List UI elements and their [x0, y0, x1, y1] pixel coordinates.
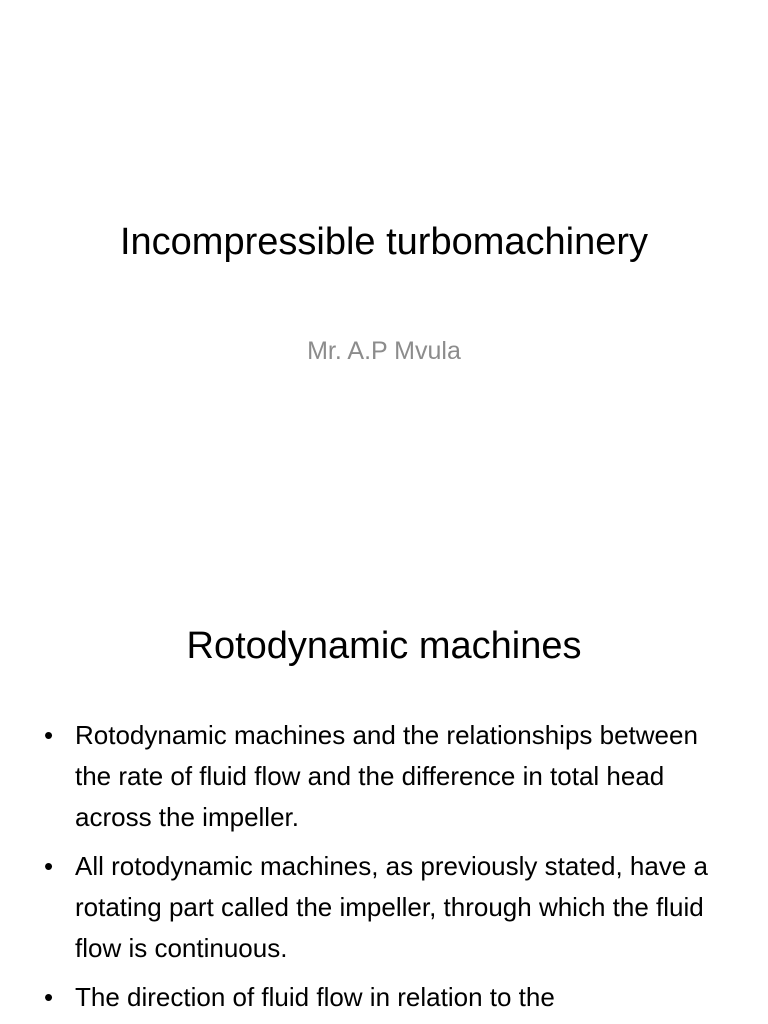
content-slide: [0, 576, 768, 1024]
slide-subtitle-author: Mr. A.P Mvula: [307, 337, 461, 365]
bullet-item: [44, 846, 734, 969]
slide-title: Rotodynamic machines: [186, 625, 582, 667]
bullet-item: [44, 715, 734, 838]
bullet-icon: •: [44, 851, 54, 881]
bullet-text: All rotodynamic machines, as previously stated, have a rotating part called the impeller, through which the fluid flow is continuous.: [75, 851, 708, 963]
slide-title: Incompressible turbomachinery: [119, 221, 648, 263]
bullet-text: Rotodynamic machines and the relationships between the rate of fluid flow and the difference in total head across the impeller.: [75, 720, 698, 832]
bullet-item: [44, 977, 734, 1018]
bullet-icon: •: [44, 982, 54, 1012]
bullet-list: [44, 715, 734, 1024]
bullet-icon: •: [44, 720, 54, 750]
bullet-text: The direction of fluid flow in relation to the: [75, 982, 555, 1012]
